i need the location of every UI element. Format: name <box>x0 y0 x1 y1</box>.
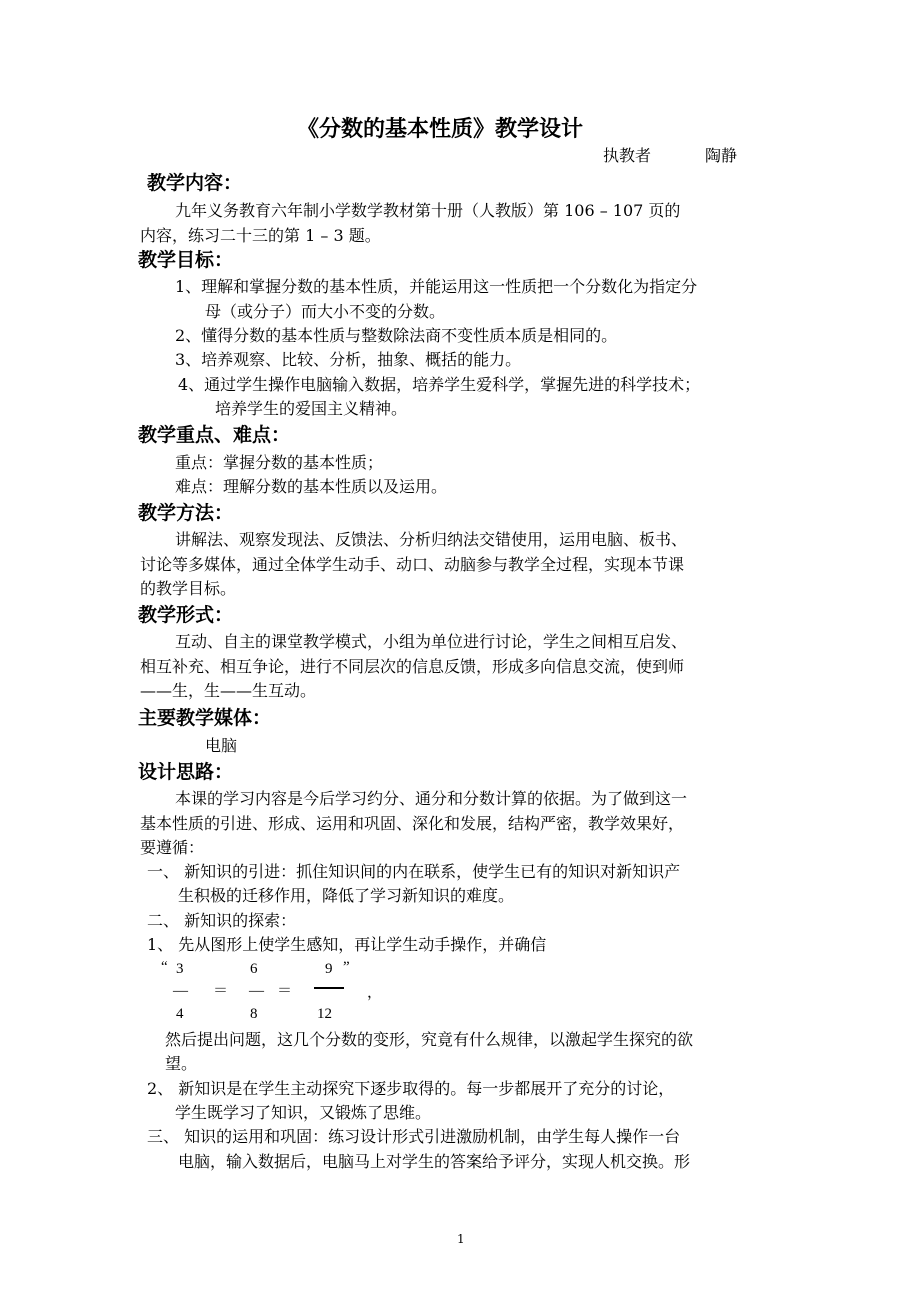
heading-key-points: 教学重点、难点： <box>138 424 291 446</box>
denominator-2: 8 <box>250 1006 258 1022</box>
design-line-10: 2、 新知识是在学生主动探究下逐步取得的。每一步都展开了充分的讨论， <box>147 1079 675 1098</box>
heading-media: 主要教学媒体： <box>138 707 272 729</box>
heading-content: 教学内容： <box>147 172 243 194</box>
fraction-bar-2: — <box>249 983 264 999</box>
fraction-bar-3 <box>314 987 344 989</box>
design-line-1: 本课的学习内容是今后学习约分、通分和分数计算的依据。为了做到这一 <box>175 789 688 808</box>
heading-methods: 教学方法： <box>138 502 234 524</box>
goal-line-3: 2、懂得分数的基本性质与整数除法商不变性质本质是相同的。 <box>175 326 618 345</box>
design-line-2: 基本性质的引进、形成、运用和巩固、深化和发展，结构严密，教学效果好， <box>140 814 685 833</box>
goal-line-2: 母（或分子）而大小不变的分数。 <box>205 302 446 321</box>
numerator-1: 3 <box>176 961 184 977</box>
page-title: 《分数的基本性质》教学设计 <box>297 116 584 142</box>
equals-sign-2: ＝ <box>277 983 293 999</box>
content-line-1: 九年义务教育六年制小学数学教材第十册（人教版）第 106 – 107 页的 <box>175 201 681 220</box>
design-line-12: 三、 知识的运用和巩固：练习设计形式引进激励机制，由学生每人操作一台 <box>147 1127 681 1146</box>
heading-design: 设计思路： <box>138 761 234 783</box>
goal-line-5: 4、通过学生操作电脑输入数据，培养学生爱科学，掌握先进的科学技术； <box>178 375 701 394</box>
forms-line-1: 互动、自主的课堂教学模式，小组为单位进行讨论，学生之间相互启发、 <box>175 632 688 651</box>
methods-line-1: 讲解法、观察发现法、反馈法、分析归纳法交错使用，运用电脑、板书、 <box>175 530 688 549</box>
design-line-13: 电脑，输入数据后，电脑马上对学生的答案给予评分，实现人机交换。形 <box>178 1152 691 1171</box>
equals-sign-1: ＝ <box>213 983 229 999</box>
design-line-5: 生积极的迁移作用，降低了学习新知识的难度。 <box>178 886 515 905</box>
author-label: 执教者 <box>603 146 652 165</box>
heading-goals: 教学目标： <box>138 249 234 271</box>
methods-line-2: 讨论等多媒体，通过全体学生动手、动口、动脑参与教学全过程，实现本节课 <box>140 555 685 574</box>
content-line-2: 内容，练习二十三的第 1 – 3 题。 <box>140 226 381 245</box>
fraction-bar-1: — <box>173 983 188 999</box>
heading-forms: 教学形式： <box>138 604 234 626</box>
denominator-3: 12 <box>317 1006 332 1022</box>
goal-line-4: 3、培养观察、比较、分析，抽象、概括的能力。 <box>175 350 522 369</box>
methods-line-3: 的教学目标。 <box>140 579 237 598</box>
media-line-1: 电脑 <box>205 736 238 755</box>
numerator-2: 6 <box>250 961 258 977</box>
page-number: 1 <box>457 1232 465 1246</box>
close-quote: ” <box>343 959 350 975</box>
design-line-4: 一、 新知识的引进：抓住知识间的内在联系，使学生已有的知识对新知识产 <box>147 862 681 881</box>
design-line-6: 二、 新知识的探索： <box>147 911 297 930</box>
denominator-1: 4 <box>176 1006 184 1022</box>
goal-line-1: 1、理解和掌握分数的基本性质，并能运用这一性质把一个分数化为指定分 <box>175 277 698 296</box>
forms-line-3: ——生，生——生互动。 <box>140 681 317 700</box>
design-line-8: 然后提出问题，这几个分数的变形，究竟有什么规律，以激起学生探究的欲 <box>165 1030 694 1049</box>
goal-line-6: 培养学生的爱国主义精神。 <box>215 399 408 418</box>
design-line-7: 1、 先从图形上使学生感知，再让学生动手操作，并确信 <box>147 935 547 954</box>
numerator-3: 9 <box>325 961 333 977</box>
open-quote: “ <box>161 959 168 975</box>
fraction-comma: ， <box>367 985 383 1001</box>
design-line-9: 望。 <box>165 1054 198 1073</box>
design-line-3: 要遵循： <box>140 838 205 857</box>
key-point-line-1: 重点：掌握分数的基本性质； <box>175 453 384 472</box>
forms-line-2: 相互补充、相互争论，进行不同层次的信息反馈，形成多向信息交流，使到师 <box>140 657 685 676</box>
key-point-line-2: 难点：理解分数的基本性质以及运用。 <box>175 477 448 496</box>
design-line-11: 学生既学习了知识，又锻炼了思维。 <box>175 1103 432 1122</box>
author-name: 陶静 <box>705 146 738 165</box>
